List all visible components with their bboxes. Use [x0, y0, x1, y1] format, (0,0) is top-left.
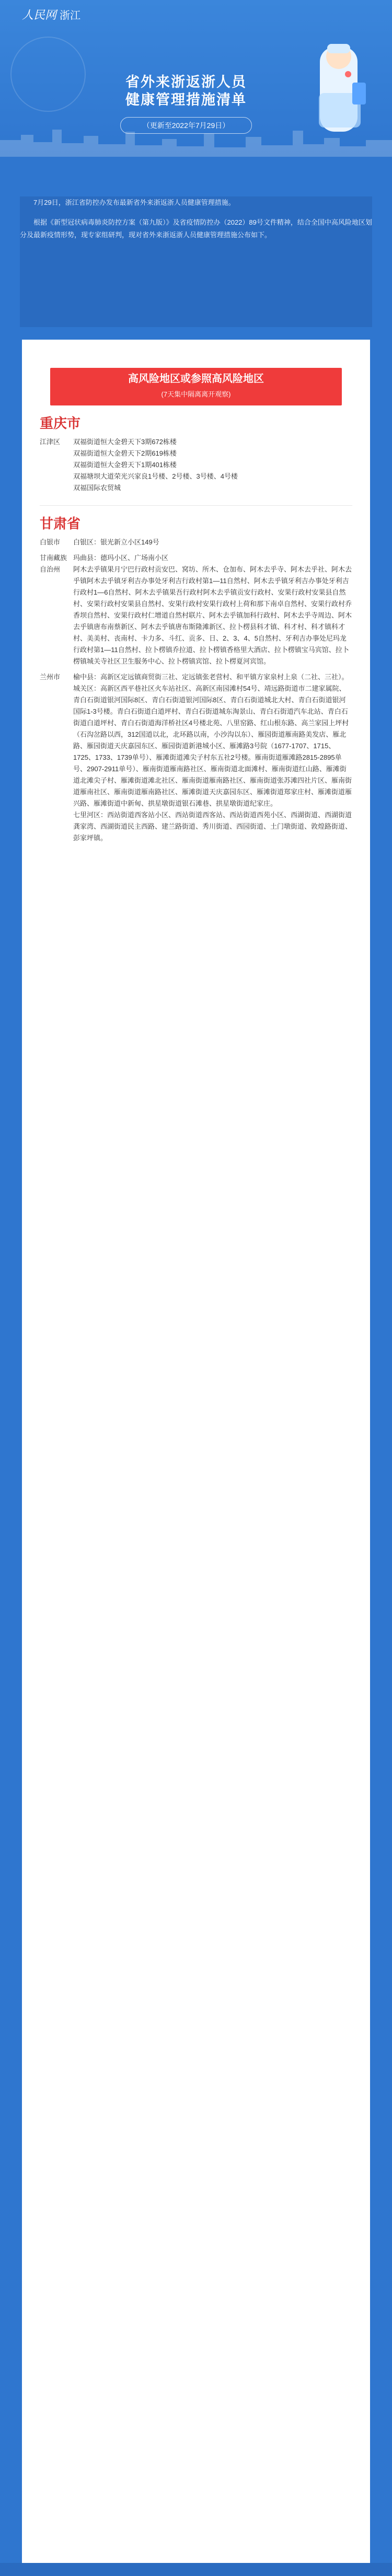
city-areas: 双福街道恒大金碧天下3期672栋楼 双福街道恒大金碧天下2期619栋楼 双福街道恒大金碧天下1期401栋楼 双福塘坝大道荣光兴家良1号楼、2号楼、3号楼、4号楼 双福国际农贸城	[73, 438, 238, 492]
footer-band	[0, 2563, 392, 2576]
city-areas: 白银区：银光新立小区149号	[73, 538, 159, 546]
globe-decoration	[10, 37, 86, 112]
city-row	[40, 537, 352, 548]
title-line-1: 省外来浙返浙人员	[125, 74, 247, 90]
update-date-badge: （更新至2022年7月29日）	[120, 117, 252, 134]
city-areas: 榆中县：高新区定远镇商贸街三社、定远镇张老营村、和平镇方家泉村上泉（二社、三社）。 城关区：高新区西平巷社区火车站社区、高新区南园滩村54号、靖远路街道市二建家属院、青白石街道银河国际8区、青白石街道银河国际8区、青白石街道城北大村、青白石街道银河国际1-3号楼。青白石街道白道坪村、青白石街道城东淘景山、青白石街道汽车北站、青白石街道白道坪村、青白石街道海洋桥社区4号楼北苑、八里窑路、红山根东路、高兰家园上坪村（石沟岔路以西，312国道以北，北环路以南，小沙沟以东）、雁园街道雁南路美发店、雁北路、雁园街道天庆嘉园东区、雁园街道新港城小区、雁滩路3号院（1677-1707、1715、1725、1733、1739单号）、雁滩街道滩尖子村东五社2号楼。雁南街道雁滩路2815-2895单号、2907-2911单号）、雁南街道雁南路社区、雁南街道北面滩村、雁南街道红山路、雁滩街道北滩尖子村、雁滩街道滩北社区、雁南街道雁南路社区、雁南街道张苏滩四社片区、雁南街道雁南社区、雁南街道雁南路社区、雁滩街道天庆嘉园东区、雁滩街道郑家庄村、雁滩街道雁兴路、雁滩街道中新甸、拱星墩街道银石滩巷、拱星墩街道纪家庄。 七里河区：西站街道西客站小区、西站街道西客站、西站街道西苑小区、西湖街道、西湖街道龚家湾、西湖街道民主西路、建兰路街道、秀川街道、西园街道、土门墩街道、敦煌路街道、彭家坪镇。	[73, 673, 352, 842]
province-chongqing: 重庆市	[40, 415, 81, 431]
city-row	[40, 552, 352, 667]
section-divider	[40, 505, 352, 506]
notice-section	[20, 196, 372, 327]
city-name: 兰州市	[40, 673, 61, 681]
city-name: 江津区	[40, 438, 61, 446]
brand-name: 人民网	[22, 9, 57, 22]
city-areas: 玛曲县：德玛小区、广场南小区 阿木去乎镇果月宁巴行政村贡安巴、窝坊、所木、仓加布、阿木去乎寺、阿木去乎社、阿木去乎镇阿木去乎镇牙利吉办事处牙利吉行政村第1—11自然村、阿木去乎镇牙利吉办事处牙利吉行政村1—6自然村、阿木去乎镇果吾行政村阿木去乎镇贡安行政村、安果行政村安果县自然村、安果行政村安果县自然村、安果行政村安果行政村上荷和那下南卓自然村、安果行政村乔香坝自然村、安果行政村仁增道自然村联片、阿木去乎镇加科行政村、阿木去乎寺周边、阿木去乎镇唐布南蔡新区、阿木去乎镇唐布斯隆滩新区、拉卜楞县科才镇、科才村、科才镇科才村、美美村、丧南村、卡力多、斗红、贡多、日、2、3、4、5自然村、牙利吉办事处尼玛龙行政村第1—11自然村、拉卜楞镇乔拉道、拉卜楞镇香格里大酒店、拉卜楞镇宝马宾馆、拉卜楞镇城关寺社区卫生服务中心、拉卜楞镇宾馆、拉卜楞夏河宾馆。	[73, 554, 352, 665]
city-name: 白银市	[40, 538, 61, 546]
title-line-2: 健康管理措施清单	[125, 92, 247, 108]
risk-header	[50, 368, 342, 405]
hero-banner	[0, 0, 392, 157]
risk-title: 高风险地区或参照高风险地区	[128, 373, 264, 385]
notice-paragraph-2: 根据《新型冠状病毒肺炎防控方案（第九版）》及省疫情防控办（2022）89号文件精神，结合全国中高风险地区划分及最新疫情形势，现专家组研判，现对省外来浙返浙人员健康管理措施公布如下。	[20, 218, 372, 239]
city-row	[40, 436, 352, 494]
brand-region: 浙江	[60, 10, 81, 21]
city-row	[40, 671, 352, 844]
skyline-decoration-icon	[0, 124, 392, 157]
city-name: 甘南藏族自治州	[40, 554, 67, 573]
risk-card	[22, 340, 370, 2563]
notice-paragraph-1: 7月29日，浙江省防控办发布最新省外来浙返浙人员健康管理措施。	[33, 199, 235, 206]
province-gansu: 甘肃省	[40, 516, 81, 531]
risk-subtitle: (7天集中隔离离开观察)	[161, 390, 231, 398]
risk-content	[22, 413, 370, 844]
brand-logo[interactable]	[22, 6, 80, 22]
